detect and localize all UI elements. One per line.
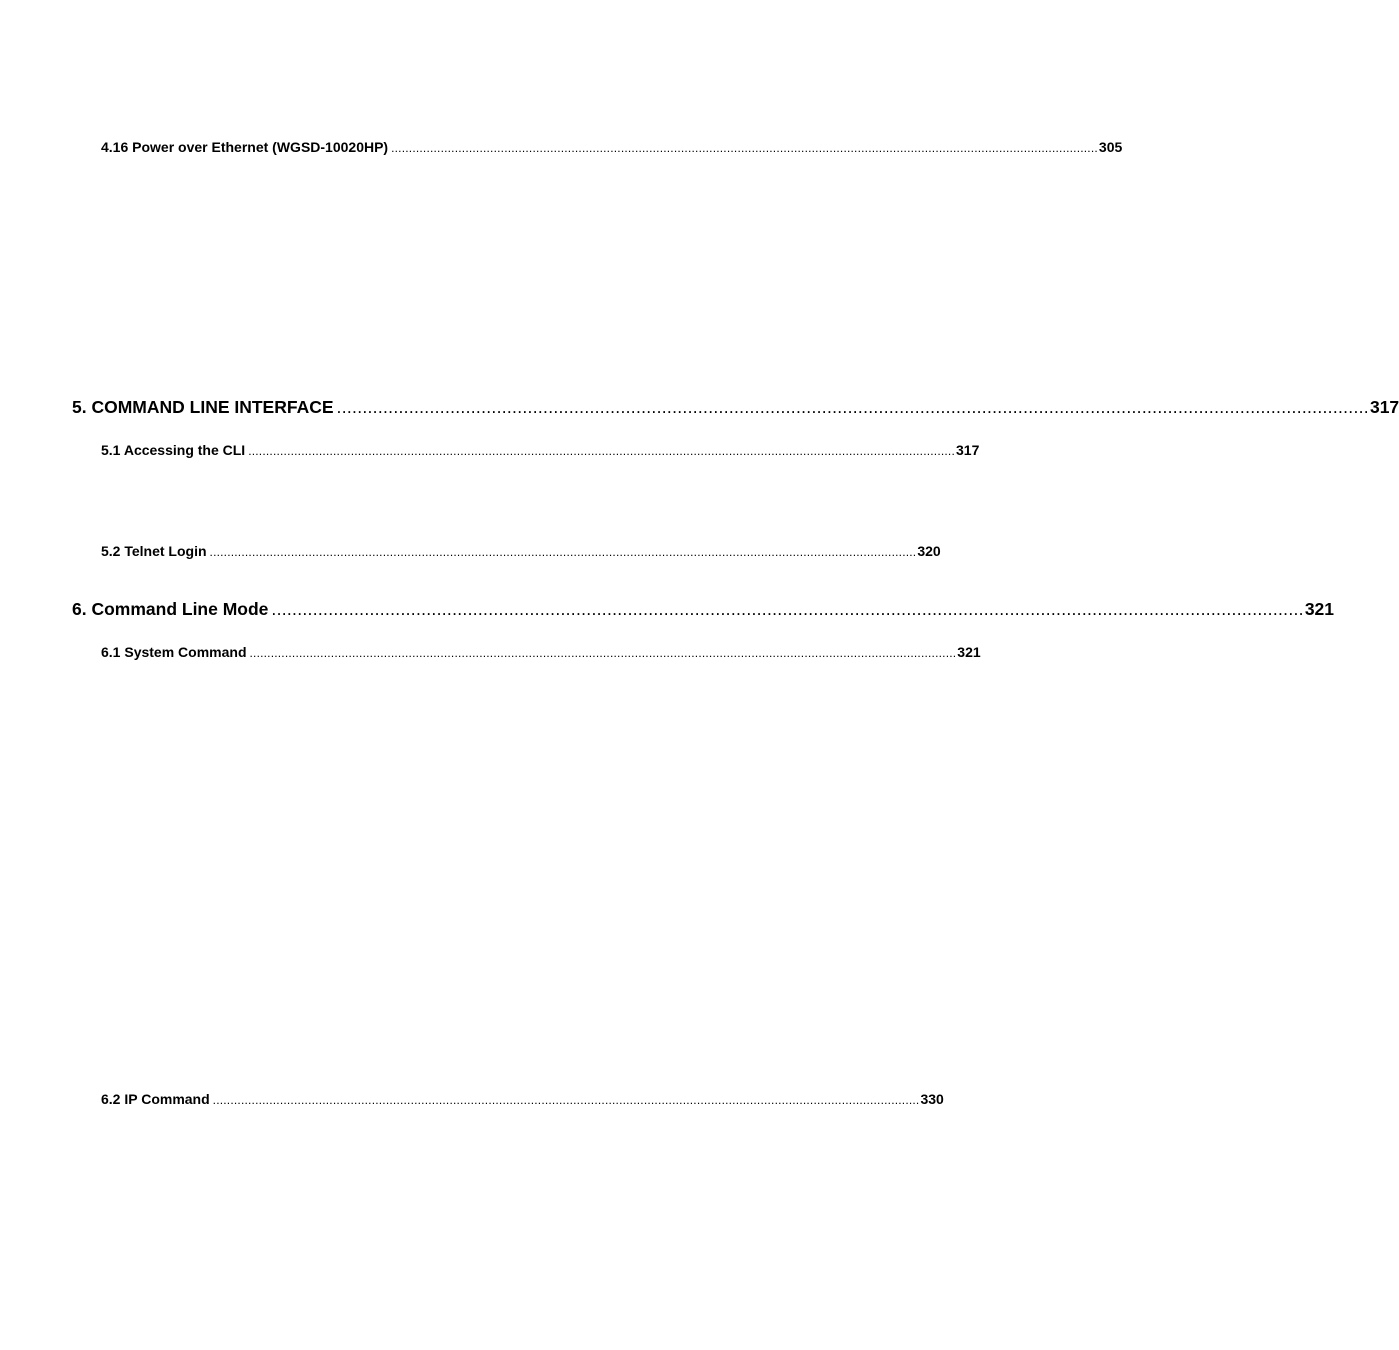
toc-entry-title: 6. Command Line Mode [72,599,269,619]
toc-entry-6[interactable] [72,599,1335,620]
toc-dot-leader: ........................................................................................................................................................................................................ [209,545,917,559]
toc-dot-leader: ........................................................................................................................................................................................................ [391,141,1098,155]
toc-dot-leader: ........................................................................................................................................................................................................ [271,599,1304,619]
toc-dot-leader: ........................................................................................................................................................................................................ [248,444,955,458]
toc-page-number: 320 [917,543,941,559]
toc-entry-5[interactable] [72,397,1399,418]
toc-entry-6-1[interactable] [101,644,981,660]
toc-entry-title: 5.2 Telnet Login [101,543,207,559]
toc-dot-leader: ........................................................................................................................................................................................................ [249,646,957,660]
toc-entry-6-2[interactable] [101,1091,944,1107]
toc-entry-5-1[interactable] [101,442,980,458]
toc-dot-leader: ........................................................................................................................................................................................................ [336,397,1369,417]
toc-entry-5-2[interactable] [101,543,941,559]
toc-entry-4-16[interactable] [101,139,1123,155]
toc-entry-title: 5. COMMAND LINE INTERFACE [72,397,334,417]
toc-page-number: 330 [920,1091,944,1107]
toc-page-number: 305 [1098,139,1123,155]
toc-entry-title: 5.1 Accessing the CLI [101,442,246,458]
toc-entry-title: 6.1 System Command [101,644,247,660]
toc-page-number: 321 [1304,599,1335,619]
toc-page-number: 317 [1369,397,1399,417]
toc-page-number: 317 [956,442,980,458]
toc-page-number: 321 [957,644,981,660]
toc-entry-title: 4.16 Power over Ethernet (WGSD-10020HP) [101,139,389,155]
toc-dot-leader: ........................................................................................................................................................................................................ [212,1093,920,1107]
toc-entry-title: 6.2 IP Command [101,1091,210,1107]
